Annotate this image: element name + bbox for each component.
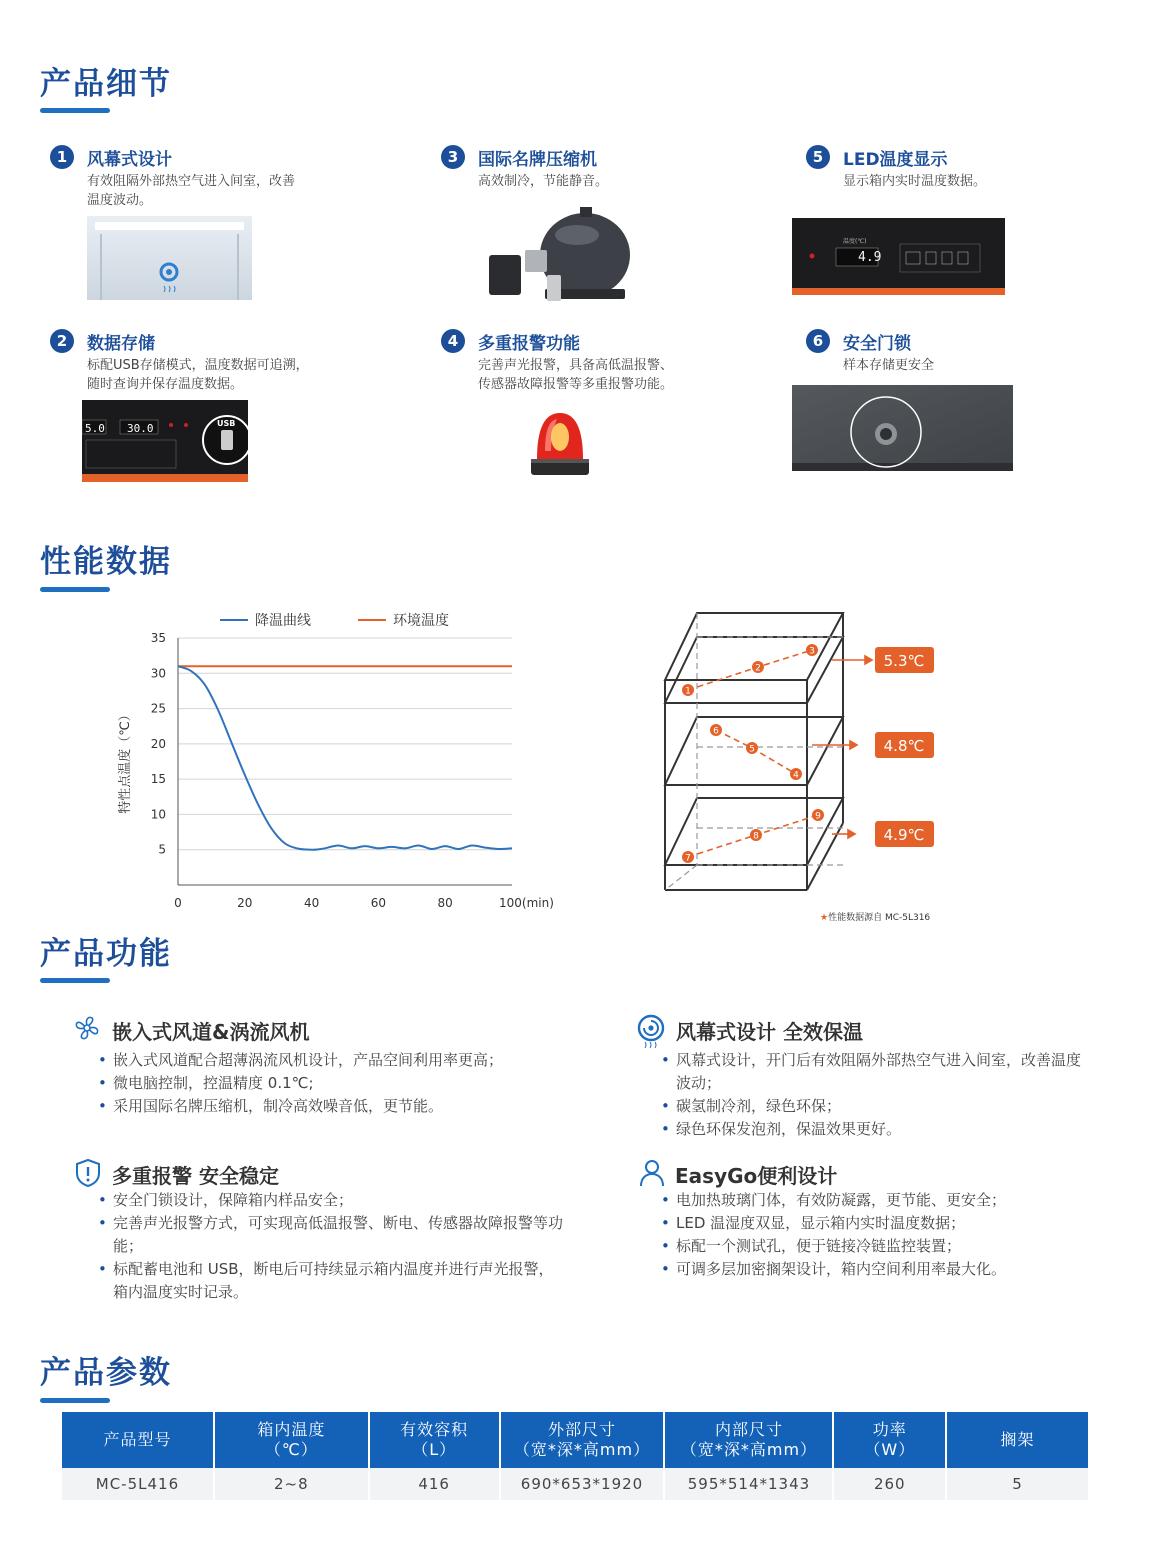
function-list xyxy=(98,1189,568,1304)
detail-title: 风幕式设计 xyxy=(87,150,172,170)
section-underline xyxy=(40,978,110,983)
legend-label-cooling: 降温曲线 xyxy=(255,613,311,629)
y-tick-label: 35 xyxy=(150,631,166,645)
section-title-performance: 性能数据 xyxy=(40,544,172,580)
number-badge: 3 xyxy=(441,145,465,169)
led-display-image xyxy=(792,218,1005,295)
number-badge: 4 xyxy=(441,329,465,353)
table-cell: 416 xyxy=(370,1468,499,1500)
table-header: 搁架 xyxy=(947,1412,1088,1468)
list-item: • 电加热玻璃门体，有效防凝露，更节能、更安全； xyxy=(661,1189,1081,1212)
measurement-point-label: 6 xyxy=(713,726,719,737)
y-tick-label: 30 xyxy=(150,666,166,681)
x-tick-label: 40 xyxy=(303,896,320,910)
measurement-point-label: 1 xyxy=(685,686,691,697)
led-display-label: 温度(℃) xyxy=(843,238,867,245)
table-header: 功率 （W） xyxy=(834,1412,945,1468)
function-title: 风幕式设计 全效保温 xyxy=(676,1020,863,1044)
detail-desc: 标配USB存储模式，温度数据可追溯， 随时查询并保存温度数据。 xyxy=(87,358,309,392)
detail-desc: 显示箱内实时温度数据。 xyxy=(843,174,987,189)
y-tick-label: 5 xyxy=(158,842,166,857)
table-header-row xyxy=(62,1412,1088,1468)
table-cell: 2~8 xyxy=(215,1468,368,1500)
y-tick-label: 25 xyxy=(150,701,166,716)
usb-panel-image xyxy=(82,400,248,482)
x-tick-labels xyxy=(174,896,554,910)
fan-icon xyxy=(72,1013,102,1043)
list-item: • 碳氢制冷剂，绿色环保； xyxy=(661,1095,1081,1118)
temp-badge-text: 4.8℃ xyxy=(883,737,925,755)
measurement-point-label: 2 xyxy=(755,663,761,674)
section-title-functions: 产品功能 xyxy=(40,936,172,972)
x-tick-label: 80 xyxy=(437,896,453,910)
list-item: • LED 温湿度双显，显示箱内实时温度数据； xyxy=(661,1212,1081,1235)
measurement-point-label: 7 xyxy=(685,853,691,864)
shield-alert-icon xyxy=(74,1158,102,1188)
list-item: • 标配一个测试孔，便于链接冷链监控装置； xyxy=(661,1235,1081,1258)
measurement-path xyxy=(688,650,812,690)
table-cell: 690*653*1920 xyxy=(501,1468,664,1500)
number-badge: 2 xyxy=(50,329,74,353)
detail-title: 安全门锁 xyxy=(843,334,911,354)
section-underline xyxy=(40,108,110,113)
detail-title: 国际名牌压缩机 xyxy=(478,150,597,170)
table-header: 内部尺寸 （宽*深*高mm） xyxy=(665,1412,832,1468)
cooling-chart xyxy=(105,605,565,910)
table-row xyxy=(62,1468,1088,1500)
list-item: • 微电脑控制，控温精度 0.1℃; xyxy=(98,1072,578,1095)
x-tick-label: 100(min) xyxy=(499,896,554,910)
usb-display-value-1: 5.0 xyxy=(85,422,105,435)
air-curtain-image xyxy=(87,216,252,300)
number-badge: 6 xyxy=(806,329,830,353)
led-display-value: 4.9 xyxy=(858,250,882,265)
chart-grid xyxy=(178,638,512,850)
table-header: 箱内温度 （℃） xyxy=(215,1412,368,1468)
door-lock-image xyxy=(792,385,1013,471)
table-cell: 260 xyxy=(834,1468,945,1500)
detail-desc: 高效制冷，节能静音。 xyxy=(478,174,609,189)
list-item: • 嵌入式风道配合超薄涡流风机设计，产品空间利用率更高； xyxy=(98,1049,578,1072)
legend-label-ambient: 环境温度 xyxy=(393,613,449,629)
usb-label: USB xyxy=(217,419,236,428)
alarm-light-icon xyxy=(527,407,593,483)
number-badge: 5 xyxy=(806,145,830,169)
table-cell: 595*514*1343 xyxy=(665,1468,832,1500)
temp-badge-text: 5.3℃ xyxy=(883,652,925,670)
table-header: 外部尺寸 （宽*深*高mm） xyxy=(501,1412,664,1468)
detail-title: 多重报警功能 xyxy=(478,334,580,354)
detail-title: LED温度显示 xyxy=(843,150,948,170)
compressor-image xyxy=(485,205,660,310)
number-badge: 1 xyxy=(50,145,74,169)
usb-display-value-2: 30.0 xyxy=(127,422,154,435)
detail-item xyxy=(806,145,1136,205)
section-underline xyxy=(40,587,110,592)
y-tick-labels xyxy=(151,631,166,857)
x-tick-label: 0 xyxy=(174,896,182,910)
measurement-point-label: 3 xyxy=(809,646,815,657)
detail-desc: 完善声光报警，具备高低温报警、 传感器故障报警等多重报警功能。 xyxy=(478,358,674,392)
star-icon: ★ xyxy=(820,913,829,923)
function-title: 嵌入式风道&涡流风机 xyxy=(112,1020,310,1044)
detail-desc: 样本存储更安全 xyxy=(843,358,935,373)
list-item: • 风幕式设计，开门后有效阻隔外部热空气进入间室，改善温度波动； xyxy=(661,1049,1081,1095)
function-list xyxy=(98,1049,578,1118)
section-underline xyxy=(40,1398,110,1403)
data-source-note: ★性能数据源自 MC-5L316 xyxy=(820,913,931,923)
temp-badge-text: 4.9℃ xyxy=(883,826,925,844)
section-title-details: 产品细节 xyxy=(40,66,172,102)
detail-title: 数据存储 xyxy=(87,334,155,354)
params-table xyxy=(60,1412,1090,1500)
air-curtain-icon xyxy=(636,1013,666,1051)
table-cell: MC-5L416 xyxy=(62,1468,213,1500)
y-tick-label: 10 xyxy=(150,807,166,822)
detail-desc: 有效阻隔外部热空气进入间室，改善 温度波动。 xyxy=(87,174,296,208)
measurement-point-label: 9 xyxy=(815,811,821,822)
cabinet-diagram xyxy=(640,600,960,900)
table-cell: 5 xyxy=(947,1468,1088,1500)
list-item: • 标配蓄电池和 USB，断电后可持续显示箱内温度并进行声光报警，箱内温度实时记录。 xyxy=(98,1258,568,1304)
measurement-points xyxy=(682,644,824,864)
y-axis-label: 特性点温度（℃） xyxy=(118,708,133,814)
function-list xyxy=(661,1189,1081,1281)
measurement-point-label: 8 xyxy=(753,831,759,842)
x-tick-label: 20 xyxy=(237,896,253,910)
y-tick-label: 15 xyxy=(150,772,166,787)
detail-item xyxy=(441,145,771,205)
y-tick-label: 20 xyxy=(150,736,166,751)
table-header: 有效容积 （L） xyxy=(370,1412,499,1468)
list-item: • 采用国际名牌压缩机，制冷高效噪音低，更节能。 xyxy=(98,1095,578,1118)
function-title: EasyGo便利设计 xyxy=(675,1164,838,1188)
detail-item xyxy=(806,329,1136,389)
function-title: 多重报警 安全稳定 xyxy=(112,1164,279,1188)
user-icon xyxy=(638,1158,666,1188)
detail-item xyxy=(50,329,380,399)
section-title-params: 产品参数 xyxy=(40,1355,172,1391)
list-item: • 安全门锁设计，保障箱内样品安全； xyxy=(98,1189,568,1212)
function-list xyxy=(661,1049,1081,1141)
measurement-point-label: 4 xyxy=(793,770,799,781)
measurement-point-label: 5 xyxy=(749,744,755,755)
list-item: • 可调多层加密搁架设计，箱内空间利用率最大化。 xyxy=(661,1258,1081,1281)
table-header: 产品型号 xyxy=(62,1412,213,1468)
list-item: • 完善声光报警方式，可实现高低温报警、断电、传感器故障报警等功能； xyxy=(98,1212,568,1258)
list-item: • 绿色环保发泡剂，保温效果更好。 xyxy=(661,1118,1081,1141)
detail-item xyxy=(441,329,771,399)
series-line-cooling xyxy=(178,666,512,850)
x-tick-label: 60 xyxy=(370,896,387,910)
